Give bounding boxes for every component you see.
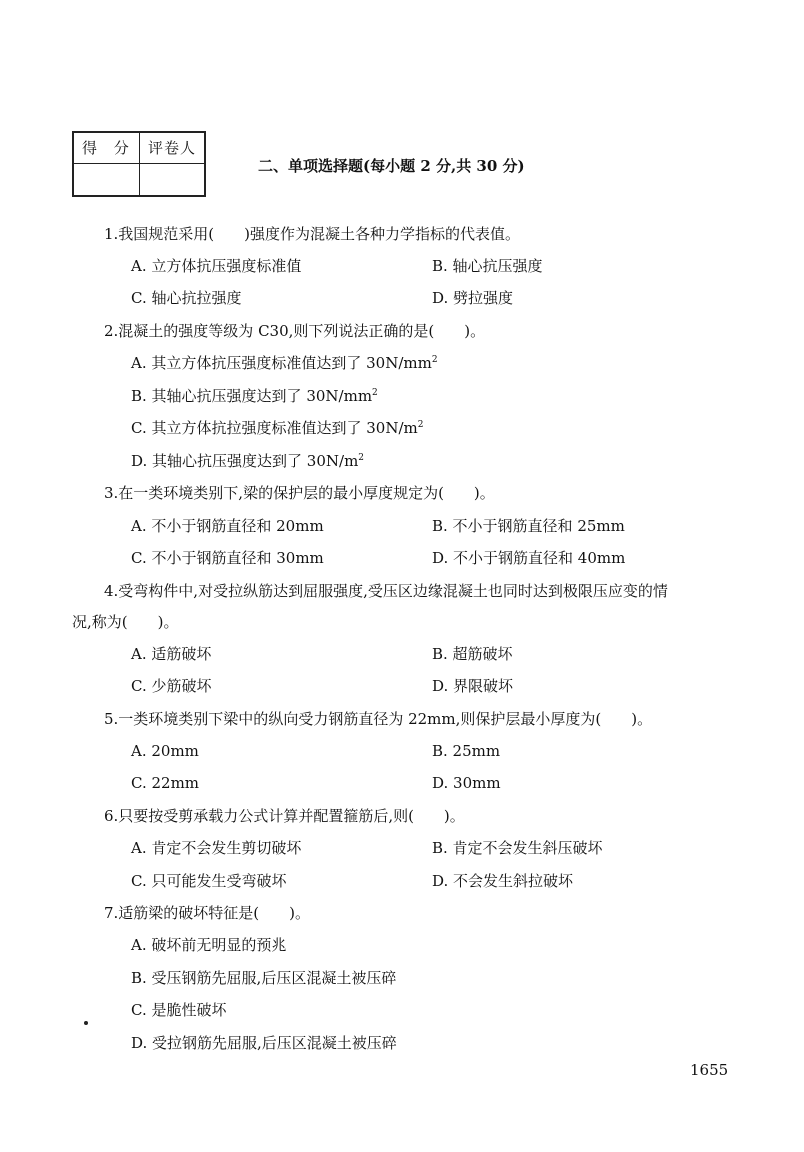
question-3-option-a: A. 不小于钢筋直径和 20mm <box>131 517 324 535</box>
question-4-stem: 4.受弯构件中,对受拉纵筋达到屈服强度,受压区边缘混凝土也同时达到极限压应变的情 <box>104 582 668 600</box>
question-2-option-d: D. 其轴心抗压强度达到了 $30N/m^2$ <box>131 452 365 470</box>
scan-speck <box>84 1021 88 1025</box>
question-7-option-b: B. 受压钢筋先屈服,后压区混凝土被压碎 <box>131 969 397 987</box>
question-3-option-b: B. 不小于钢筋直径和 25mm <box>432 517 625 535</box>
question-7-option-d: D. 受拉钢筋先屈服,后压区混凝土被压碎 <box>131 1034 397 1052</box>
question-5-option-b: B. 25mm <box>432 742 501 760</box>
question-5-stem: 5.一类环境类别下梁中的纵向受力钢筋直径为 22mm,则保护层最小厚度为( )。 <box>104 710 653 728</box>
score-box <box>72 131 206 197</box>
question-5-option-a: A. 20mm <box>131 742 199 760</box>
table-divider <box>74 163 204 164</box>
question-5-option-d: D. 30mm <box>432 774 501 792</box>
question-6-stem: 6.只要按受剪承载力公式计算并配置箍筋后,则( )。 <box>104 807 465 825</box>
question-6-option-d: D. 不会发生斜拉破坏 <box>432 872 574 890</box>
question-2-stem: 2.混凝土的强度等级为 C30,则下列说法正确的是( )。 <box>104 322 486 340</box>
question-4-option-c: C. 少筋破坏 <box>131 677 212 695</box>
question-7-option-c: C. 是脆性破坏 <box>131 1001 227 1019</box>
question-2-option-a: A. 其立方体抗压强度标准值达到了 $30N/mm^2$ <box>131 354 438 372</box>
question-1-stem: 1.我国规范采用( )强度作为混凝土各种力学指标的代表值。 <box>104 225 521 243</box>
grader-header: 评卷人 <box>148 139 197 157</box>
question-7-stem: 7.适筋梁的破坏特征是( )。 <box>104 904 311 922</box>
question-3-stem: 3.在一类环境类别下,梁的保护层的最小厚度规定为( )。 <box>104 484 495 502</box>
question-4-option-d: D. 界限破坏 <box>432 677 514 695</box>
question-1-option-b: B. 轴心抗压强度 <box>432 257 543 275</box>
question-4-option-b: B. 超筋破坏 <box>432 645 513 663</box>
score-header: 得 分 <box>82 139 130 157</box>
question-4-stem-continued: 况,称为( )。 <box>72 613 179 631</box>
question-3-option-d: D. 不小于钢筋直径和 40mm <box>432 549 626 567</box>
question-4-option-a: A. 适筋破坏 <box>131 645 212 663</box>
table-divider <box>139 133 140 195</box>
question-1-option-a: A. 立方体抗压强度标准值 <box>131 257 302 275</box>
question-2-option-b: B. 其轴心抗压强度达到了 $30N/mm^2$ <box>131 387 378 405</box>
question-1-option-d: D. 劈拉强度 <box>432 289 514 307</box>
question-6-option-b: B. 肯定不会发生斜压破坏 <box>432 839 603 857</box>
question-6-option-a: A. 肯定不会发生剪切破坏 <box>131 839 302 857</box>
question-5-option-c: C. 22mm <box>131 774 200 792</box>
question-3-option-c: C. 不小于钢筋直径和 30mm <box>131 549 324 567</box>
page-number: 1655 <box>690 1061 729 1079</box>
question-7-option-a: A. 破坏前无明显的预兆 <box>131 936 287 954</box>
question-6-option-c: C. 只可能发生受弯破坏 <box>131 872 287 890</box>
question-2-option-c: C. 其立方体抗拉强度标准值达到了 $30N/m^2$ <box>131 419 424 437</box>
question-1-option-c: C. 轴心抗拉强度 <box>131 289 242 307</box>
section-title: 二、单项选择题(每小题 2 分,共 30 分) <box>258 157 525 175</box>
